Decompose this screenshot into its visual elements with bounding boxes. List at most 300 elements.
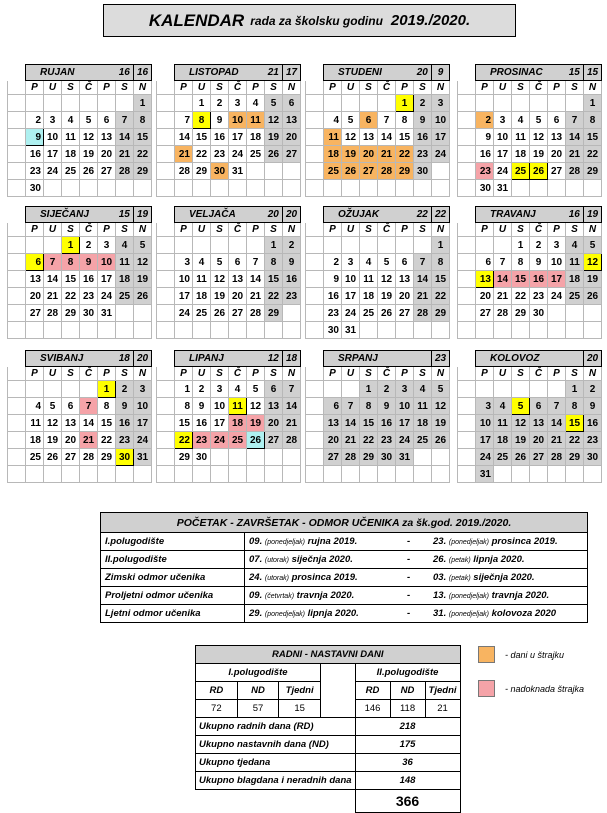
day-cell: 2: [530, 237, 548, 254]
day-cell: 24: [98, 288, 116, 305]
radni-p1: I.polugodište: [196, 664, 321, 682]
day-cell: 15: [432, 271, 450, 288]
day-cell: 25: [566, 288, 584, 305]
weekday-header: S: [566, 223, 584, 237]
weekday-header: S: [116, 81, 134, 95]
day-cell: 2: [193, 381, 211, 398]
day-cell: 11: [494, 415, 512, 432]
day-cell: 11: [247, 112, 265, 129]
day-cell: 24: [211, 432, 229, 449]
day-cell: 26: [584, 288, 602, 305]
month-listopad: [156, 64, 301, 197]
day-cell: 16: [324, 288, 342, 305]
weekday-header: S: [566, 367, 584, 381]
day-cell: [584, 180, 602, 197]
month-count-1: [566, 351, 584, 367]
day-cell: 10: [396, 398, 414, 415]
day-cell: [229, 322, 247, 339]
day-cell: 17: [211, 415, 229, 432]
weekday-header: U: [494, 223, 512, 237]
day-cell: 17: [396, 415, 414, 432]
odmor-start-month: travnja 2020.: [296, 590, 355, 601]
day-cell: 9: [116, 398, 134, 415]
day-cell: [62, 180, 80, 197]
day-cell: 31: [494, 180, 512, 197]
month-name: LISTOPAD: [175, 65, 265, 81]
day-cell: 9: [378, 398, 396, 415]
day-cell: [26, 381, 44, 398]
day-cell: [116, 322, 134, 339]
odmor-label: Proljetni odmor učenika: [105, 590, 214, 601]
day-cell: 26: [512, 449, 530, 466]
weekday-header: P: [548, 367, 566, 381]
radni-col-header: RD: [355, 682, 390, 700]
day-cell: 2: [211, 95, 229, 112]
day-cell: [211, 449, 229, 466]
radni-summary-label: Ukupno tjedana: [196, 754, 356, 772]
day-cell: 1: [134, 95, 152, 112]
day-cell: 19: [80, 146, 98, 163]
day-cell: [396, 237, 414, 254]
day-cell: 29: [62, 305, 80, 322]
month-count-1: 15: [116, 207, 134, 223]
day-cell: 26: [44, 449, 62, 466]
day-cell: 12: [584, 254, 602, 271]
day-cell: [494, 466, 512, 483]
radni-total: 366: [355, 790, 460, 813]
day-cell: [432, 180, 450, 197]
day-cell: 30: [584, 449, 602, 466]
month-count-2: 15: [584, 65, 602, 81]
day-cell: [512, 466, 530, 483]
page-title: [103, 4, 516, 37]
day-cell: 25: [414, 432, 432, 449]
day-cell: 4: [494, 398, 512, 415]
weekday-header: P: [396, 223, 414, 237]
day-cell: [324, 95, 342, 112]
odmor-label: II.polugodište: [105, 554, 167, 565]
day-cell: 18: [193, 288, 211, 305]
day-cell: 4: [116, 237, 134, 254]
day-cell: [396, 466, 414, 483]
radni-col-header: RD: [196, 682, 238, 700]
day-cell: 30: [414, 163, 432, 180]
day-cell: 25: [26, 449, 44, 466]
day-cell: 19: [44, 432, 62, 449]
day-cell: 1: [566, 381, 584, 398]
day-cell: 10: [342, 271, 360, 288]
day-cell: 1: [193, 95, 211, 112]
day-cell: [44, 180, 62, 197]
day-cell: 25: [324, 163, 342, 180]
day-cell: 13: [548, 129, 566, 146]
month-count-1: 16: [116, 65, 134, 81]
day-cell: 13: [396, 271, 414, 288]
day-cell: [476, 381, 494, 398]
month-count-2: 19: [134, 207, 152, 223]
day-cell: 31: [342, 322, 360, 339]
day-cell: 14: [414, 271, 432, 288]
weekday-header: Č: [530, 223, 548, 237]
odmor-title: POČETAK - ZAVRŠETAK - ODMOR UČENIKA za šk.god. 2019./2020.: [101, 513, 588, 533]
day-cell: 18: [229, 415, 247, 432]
day-cell: [98, 95, 116, 112]
day-cell: [494, 381, 512, 398]
odmor-end-day: 23.: [433, 536, 447, 547]
weekday-header: P: [548, 81, 566, 95]
day-cell: 5: [378, 254, 396, 271]
odmor-dash: -: [407, 572, 411, 583]
day-cell: 5: [512, 398, 530, 415]
day-cell: 10: [229, 112, 247, 129]
odmor-end-weekday: (petak): [448, 557, 471, 564]
day-cell: 22: [175, 432, 193, 449]
day-cell: 27: [265, 432, 283, 449]
day-cell: 18: [360, 288, 378, 305]
day-cell: 7: [494, 254, 512, 271]
day-cell: 19: [265, 129, 283, 146]
day-cell: 19: [134, 271, 152, 288]
day-cell: 15: [512, 271, 530, 288]
weekday-header: S: [211, 223, 229, 237]
day-cell: 9: [211, 112, 229, 129]
day-cell: 14: [283, 398, 301, 415]
day-cell: [476, 322, 494, 339]
day-cell: [432, 322, 450, 339]
day-cell: [530, 381, 548, 398]
radni-summary-value: 36: [355, 754, 460, 772]
day-cell: [44, 322, 62, 339]
day-cell: [80, 95, 98, 112]
day-cell: [548, 466, 566, 483]
weekday-header: Č: [378, 81, 396, 95]
radni-summary-value: 218: [355, 718, 460, 736]
day-cell: 27: [324, 449, 342, 466]
day-cell: 24: [229, 146, 247, 163]
weekday-header: S: [116, 223, 134, 237]
day-cell: [530, 322, 548, 339]
weekday-header: P: [26, 81, 44, 95]
weekday-header: S: [360, 223, 378, 237]
day-cell: [548, 381, 566, 398]
odmor-start-month: siječnja 2020.: [291, 554, 353, 565]
day-cell: [175, 466, 193, 483]
odmor-start-month: rujna 2019.: [307, 536, 358, 547]
weekday-header: P: [175, 367, 193, 381]
radni-value: 146: [355, 700, 390, 718]
day-cell: 18: [26, 432, 44, 449]
day-cell: 17: [229, 129, 247, 146]
day-cell: 7: [247, 254, 265, 271]
odmor-end-day: 26.: [433, 554, 447, 565]
day-cell: 26: [432, 432, 450, 449]
day-cell: 8: [512, 254, 530, 271]
day-cell: 28: [342, 449, 360, 466]
weekday-header: S: [512, 367, 530, 381]
day-cell: 8: [432, 254, 450, 271]
radni-col-header: Tjedni: [279, 682, 321, 700]
day-cell: [116, 305, 134, 322]
weekday-header: P: [26, 367, 44, 381]
day-cell: [342, 466, 360, 483]
day-cell: 22: [134, 146, 152, 163]
day-cell: 3: [396, 381, 414, 398]
day-cell: [342, 95, 360, 112]
day-cell: 20: [476, 288, 494, 305]
radni-title: RADNI - NASTAVNI DANI: [196, 646, 461, 664]
month-count-1: 12: [265, 351, 283, 367]
weekday-header: N: [584, 223, 602, 237]
day-cell: 1: [584, 95, 602, 112]
day-cell: [62, 95, 80, 112]
day-cell: 5: [432, 381, 450, 398]
day-cell: 27: [283, 146, 301, 163]
day-cell: 28: [414, 305, 432, 322]
weekday-header: U: [342, 223, 360, 237]
day-cell: 28: [116, 163, 134, 180]
month-count-2: 20: [134, 351, 152, 367]
month-siječanj: [7, 206, 152, 339]
day-cell: [360, 237, 378, 254]
month-count-1: [414, 351, 432, 367]
odmor-row: [101, 533, 588, 551]
weekday-header: Č: [80, 367, 98, 381]
day-cell: [44, 466, 62, 483]
odmor-label: I.polugodište: [105, 536, 165, 547]
month-name: OŽUJAK: [324, 207, 414, 223]
legend-swatch-pink: [478, 680, 495, 697]
day-cell: 12: [44, 415, 62, 432]
weekday-header: U: [342, 81, 360, 95]
day-cell: [512, 322, 530, 339]
day-cell: 28: [44, 305, 62, 322]
month-count-1: 20: [414, 65, 432, 81]
day-cell: 20: [265, 415, 283, 432]
day-cell: 5: [211, 254, 229, 271]
day-cell: [265, 180, 283, 197]
day-cell: 2: [378, 381, 396, 398]
day-cell: [342, 237, 360, 254]
weekday-header: Č: [378, 223, 396, 237]
odmor-start-weekday: (ponedjeljak): [264, 539, 305, 546]
odmor-end-day: 13.: [433, 590, 447, 601]
day-cell: [378, 322, 396, 339]
weekday-header: U: [193, 81, 211, 95]
weekday-header: S: [211, 367, 229, 381]
day-cell: 24: [175, 305, 193, 322]
day-cell: 26: [342, 163, 360, 180]
day-cell: [494, 237, 512, 254]
day-cell: 4: [26, 398, 44, 415]
weekday-header: S: [414, 367, 432, 381]
odmor-start-weekday: (ponedjeljak): [264, 611, 305, 618]
day-cell: 31: [396, 449, 414, 466]
day-cell: 30: [211, 163, 229, 180]
day-cell: [134, 466, 152, 483]
day-cell: 11: [324, 129, 342, 146]
weekday-header: U: [44, 367, 62, 381]
day-cell: 20: [283, 129, 301, 146]
day-cell: 10: [494, 129, 512, 146]
weekday-header: N: [134, 81, 152, 95]
weekday-header: S: [265, 367, 283, 381]
day-cell: 18: [116, 271, 134, 288]
day-cell: [283, 305, 301, 322]
day-cell: [44, 381, 62, 398]
day-cell: 25: [62, 163, 80, 180]
weekday-header: U: [44, 223, 62, 237]
day-cell: [414, 322, 432, 339]
day-cell: [566, 180, 584, 197]
day-cell: 31: [476, 466, 494, 483]
day-cell: 24: [342, 305, 360, 322]
day-cell: 2: [476, 112, 494, 129]
day-cell: [62, 322, 80, 339]
weekday-header: N: [283, 367, 301, 381]
weekday-header: Č: [530, 81, 548, 95]
day-cell: [80, 466, 98, 483]
day-cell: 15: [265, 271, 283, 288]
weekday-header: Č: [378, 367, 396, 381]
weekday-header: U: [193, 223, 211, 237]
day-cell: 4: [414, 381, 432, 398]
weekday-header: U: [494, 367, 512, 381]
day-cell: 1: [360, 381, 378, 398]
day-cell: [229, 180, 247, 197]
weekday-header: S: [116, 367, 134, 381]
day-cell: 11: [566, 254, 584, 271]
day-cell: 2: [116, 381, 134, 398]
day-cell: 23: [26, 163, 44, 180]
month-name: KOLOVOZ: [476, 351, 566, 367]
day-cell: 23: [324, 305, 342, 322]
month-count-1: 21: [265, 65, 283, 81]
odmor-end-day: 03.: [433, 572, 447, 583]
day-cell: 29: [512, 305, 530, 322]
day-cell: 20: [26, 288, 44, 305]
day-cell: 22: [512, 288, 530, 305]
weekday-header: P: [98, 81, 116, 95]
day-cell: [44, 237, 62, 254]
month-count-2: 20: [584, 351, 602, 367]
day-cell: 26: [378, 305, 396, 322]
day-cell: 1: [175, 381, 193, 398]
day-cell: 19: [432, 415, 450, 432]
month-count-2: 19: [584, 207, 602, 223]
day-cell: 25: [247, 146, 265, 163]
day-cell: 1: [265, 237, 283, 254]
day-cell: 20: [548, 146, 566, 163]
day-cell: [476, 237, 494, 254]
day-cell: 15: [62, 271, 80, 288]
day-cell: 27: [62, 449, 80, 466]
weekday-header: U: [193, 367, 211, 381]
month-name: SIJEČANJ: [26, 207, 116, 223]
day-cell: 27: [530, 449, 548, 466]
day-cell: [414, 449, 432, 466]
odmor-start-weekday: (četvrtak): [264, 593, 295, 600]
weekday-header: Č: [229, 81, 247, 95]
day-cell: [396, 180, 414, 197]
odmor-start-month: prosinca 2019.: [291, 572, 358, 583]
day-cell: [98, 466, 116, 483]
day-cell: 16: [414, 129, 432, 146]
day-cell: 6: [324, 398, 342, 415]
month-ožujak: [305, 206, 450, 339]
day-cell: [193, 180, 211, 197]
day-cell: 23: [530, 288, 548, 305]
radni-summary-row: [196, 772, 461, 790]
month-name: SVIBANJ: [26, 351, 116, 367]
weekday-header: P: [247, 223, 265, 237]
odmor-start-day: 24.: [249, 572, 263, 583]
day-cell: [548, 180, 566, 197]
day-cell: 17: [175, 288, 193, 305]
day-cell: 29: [566, 449, 584, 466]
day-cell: 13: [360, 129, 378, 146]
odmor-start-weekday: (utorak): [264, 575, 289, 582]
day-cell: 25: [512, 163, 530, 180]
day-cell: 29: [265, 305, 283, 322]
day-cell: 17: [98, 271, 116, 288]
day-cell: [175, 237, 193, 254]
day-cell: 5: [80, 112, 98, 129]
month-prosinac: [457, 64, 602, 197]
day-cell: 29: [396, 163, 414, 180]
day-cell: 14: [116, 129, 134, 146]
day-cell: [324, 237, 342, 254]
day-cell: 21: [566, 146, 584, 163]
day-cell: 11: [62, 129, 80, 146]
day-cell: 23: [283, 288, 301, 305]
day-cell: [566, 466, 584, 483]
radni-summary-label: Ukupno radnih dana (RD): [196, 718, 356, 736]
radni-summary-label: Ukupno blagdana i neradnih dana: [196, 772, 356, 790]
day-cell: 30: [193, 449, 211, 466]
weekday-header: N: [283, 223, 301, 237]
weekday-header: S: [360, 81, 378, 95]
day-cell: [26, 466, 44, 483]
day-cell: 27: [98, 163, 116, 180]
day-cell: 30: [116, 449, 134, 466]
day-cell: 8: [98, 398, 116, 415]
day-cell: 28: [247, 305, 265, 322]
day-cell: 23: [378, 432, 396, 449]
odmor-dash: -: [407, 554, 411, 565]
day-cell: 4: [324, 112, 342, 129]
day-cell: [80, 322, 98, 339]
day-cell: [566, 322, 584, 339]
day-cell: 23: [116, 432, 134, 449]
weekday-header: P: [175, 81, 193, 95]
day-cell: 8: [584, 112, 602, 129]
odmor-end-day: 31.: [433, 608, 447, 619]
day-cell: 17: [548, 271, 566, 288]
day-cell: [512, 180, 530, 197]
day-cell: 25: [229, 432, 247, 449]
day-cell: 30: [80, 305, 98, 322]
radni-summary-row: [196, 718, 461, 736]
day-cell: [175, 95, 193, 112]
weekday-header: Č: [229, 223, 247, 237]
day-cell: [247, 466, 265, 483]
day-cell: 13: [62, 415, 80, 432]
radni-value: 57: [237, 700, 279, 718]
weekday-header: S: [566, 81, 584, 95]
day-cell: 9: [584, 398, 602, 415]
day-cell: 21: [494, 288, 512, 305]
day-cell: [98, 322, 116, 339]
